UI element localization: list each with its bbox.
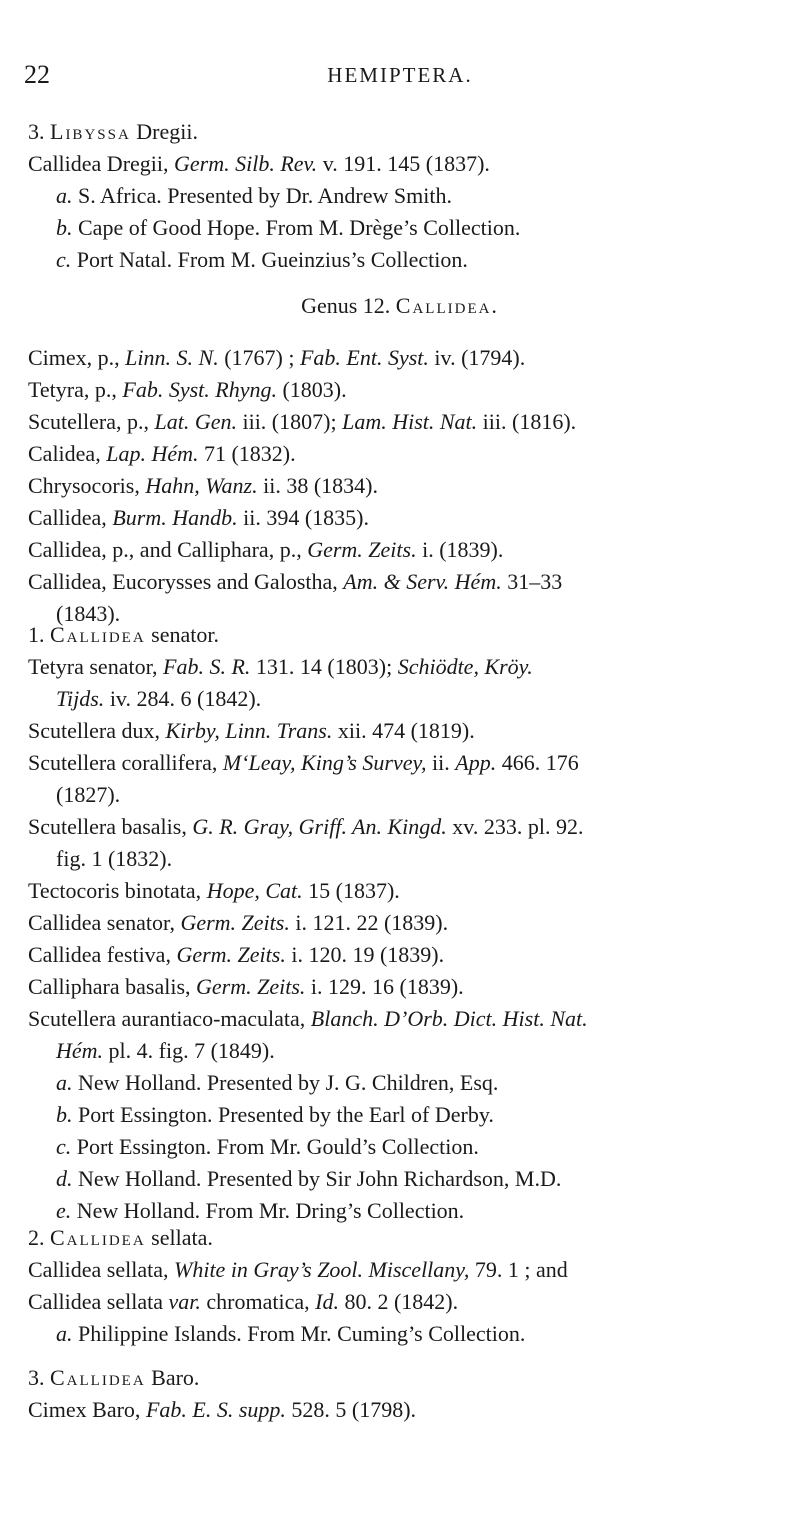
genus-heading: Genus 12. Callidea. [301, 293, 499, 318]
synonym-line: Callidea sellata var. chromatica, Id. 80. 2 (1842). [28, 1289, 459, 1314]
synonym-line: Tectocoris binotata, Hope, Cat. 15 (1837). [28, 878, 400, 903]
species-heading: 3. Callidea Baro. [28, 1365, 200, 1390]
synonym-line: (1843). [56, 601, 121, 626]
synonym-line: Scutellera, p., Lat. Gen. iii. (1807); Lam. Hist. Nat. iii. (1816). [28, 409, 577, 434]
page-number: 22 [24, 60, 50, 89]
specimen-entry: c. Port Natal. From M. Gueinzius’s Collection. [56, 247, 468, 272]
species-entry-libyssa-dregii [28, 116, 788, 276]
synonym-line: Calliphara basalis, Germ. Zeits. i. 129. 16 (1839). [28, 974, 464, 999]
synonym-line: Callidea sellata, White in Gray’s Zool. Miscellany, 79. 1 ; and [28, 1257, 568, 1282]
species-heading: 1. Callidea senator. [28, 622, 219, 647]
synonym-line: Cimex Baro, Fab. E. S. supp. 528. 5 (1798). [28, 1397, 417, 1422]
species-entry-callidea-senator [28, 619, 788, 1227]
synonym-line: Scutellera aurantiaco-maculata, Blanch. D’Orb. Dict. Hist. Nat. [28, 1006, 588, 1031]
synonym-line: Callidea, Burm. Handb. ii. 394 (1835). [28, 505, 369, 530]
species-heading: 3. Libyssa Dregii. [28, 119, 198, 144]
species-entry-callidea-baro [28, 1362, 788, 1426]
synonym-line: fig. 1 (1832). [56, 846, 173, 871]
genus-synonymy [28, 342, 788, 630]
synonym-line: Cimex, p., Linn. S. N. (1767) ; Fab. Ent. Syst. iv. (1794). [28, 345, 526, 370]
synonym-line: Scutellera corallifera, M‘Leay, King’s Survey, ii. App. 466. 176 [28, 750, 579, 775]
synonym-line: Tijds. iv. 284. 6 (1842). [56, 686, 262, 711]
specimen-entry: a. New Holland. Presented by J. G. Children, Esq. [56, 1070, 499, 1095]
synonym-line: Callidea Dregii, Germ. Silb. Rev. v. 191. 145 (1837). [28, 151, 490, 176]
specimen-entry: a. S. Africa. Presented by Dr. Andrew Smith. [56, 183, 452, 208]
specimen-list [28, 1067, 788, 1227]
synonym-line: Tetyra senator, Fab. S. R. 131. 14 (1803); Schiödte, Kröy. [28, 654, 533, 679]
specimen-entry: b. Cape of Good Hope. From M. Drège’s Collection. [56, 215, 521, 240]
specimen-entry: e. New Holland. From Mr. Dring’s Collection. [56, 1198, 465, 1223]
synonym-list [28, 651, 788, 1067]
synonym-line: Scutellera basalis, G. R. Gray, Griff. An. Kingd. xv. 233. pl. 92. [28, 814, 584, 839]
synonym-line: Tetyra, p., Fab. Syst. Rhyng. (1803). [28, 377, 347, 402]
synonym-line: Callidea, p., and Calliphara, p., Germ. Zeits. i. (1839). [28, 537, 504, 562]
running-title: HEMIPTERA. [327, 63, 473, 87]
synonym-line: (1827). [56, 782, 121, 807]
species-entry-callidea-sellata [28, 1222, 788, 1350]
synonym-line: Callidea, Eucorysses and Galostha, Am. & Serv. Hém. 31–33 [28, 569, 563, 594]
specimen-entry: b. Port Essington. Presented by the Earl of Derby. [56, 1102, 494, 1127]
specimen-entry: d. New Holland. Presented by Sir John Richardson, M.D. [56, 1166, 562, 1191]
synonym-line: Callidea festiva, Germ. Zeits. i. 120. 19 (1839). [28, 942, 445, 967]
species-heading: 2. Callidea sellata. [28, 1225, 213, 1250]
synonym-line: Scutellera dux, Kirby, Linn. Trans. xii. 474 (1819). [28, 718, 475, 743]
specimen-entry: a. Philippine Islands. From Mr. Cuming’s Collection. [56, 1321, 526, 1346]
synonym-line: Chrysocoris, Hahn, Wanz. ii. 38 (1834). [28, 473, 378, 498]
specimen-entry: c. Port Essington. From Mr. Gould’s Collection. [56, 1134, 479, 1159]
synonym-line: Calidea, Lap. Hém. 71 (1832). [28, 441, 296, 466]
synonym-line: Hém. pl. 4. fig. 7 (1849). [56, 1038, 275, 1063]
synonym-line: Callidea senator, Germ. Zeits. i. 121. 22 (1839). [28, 910, 449, 935]
